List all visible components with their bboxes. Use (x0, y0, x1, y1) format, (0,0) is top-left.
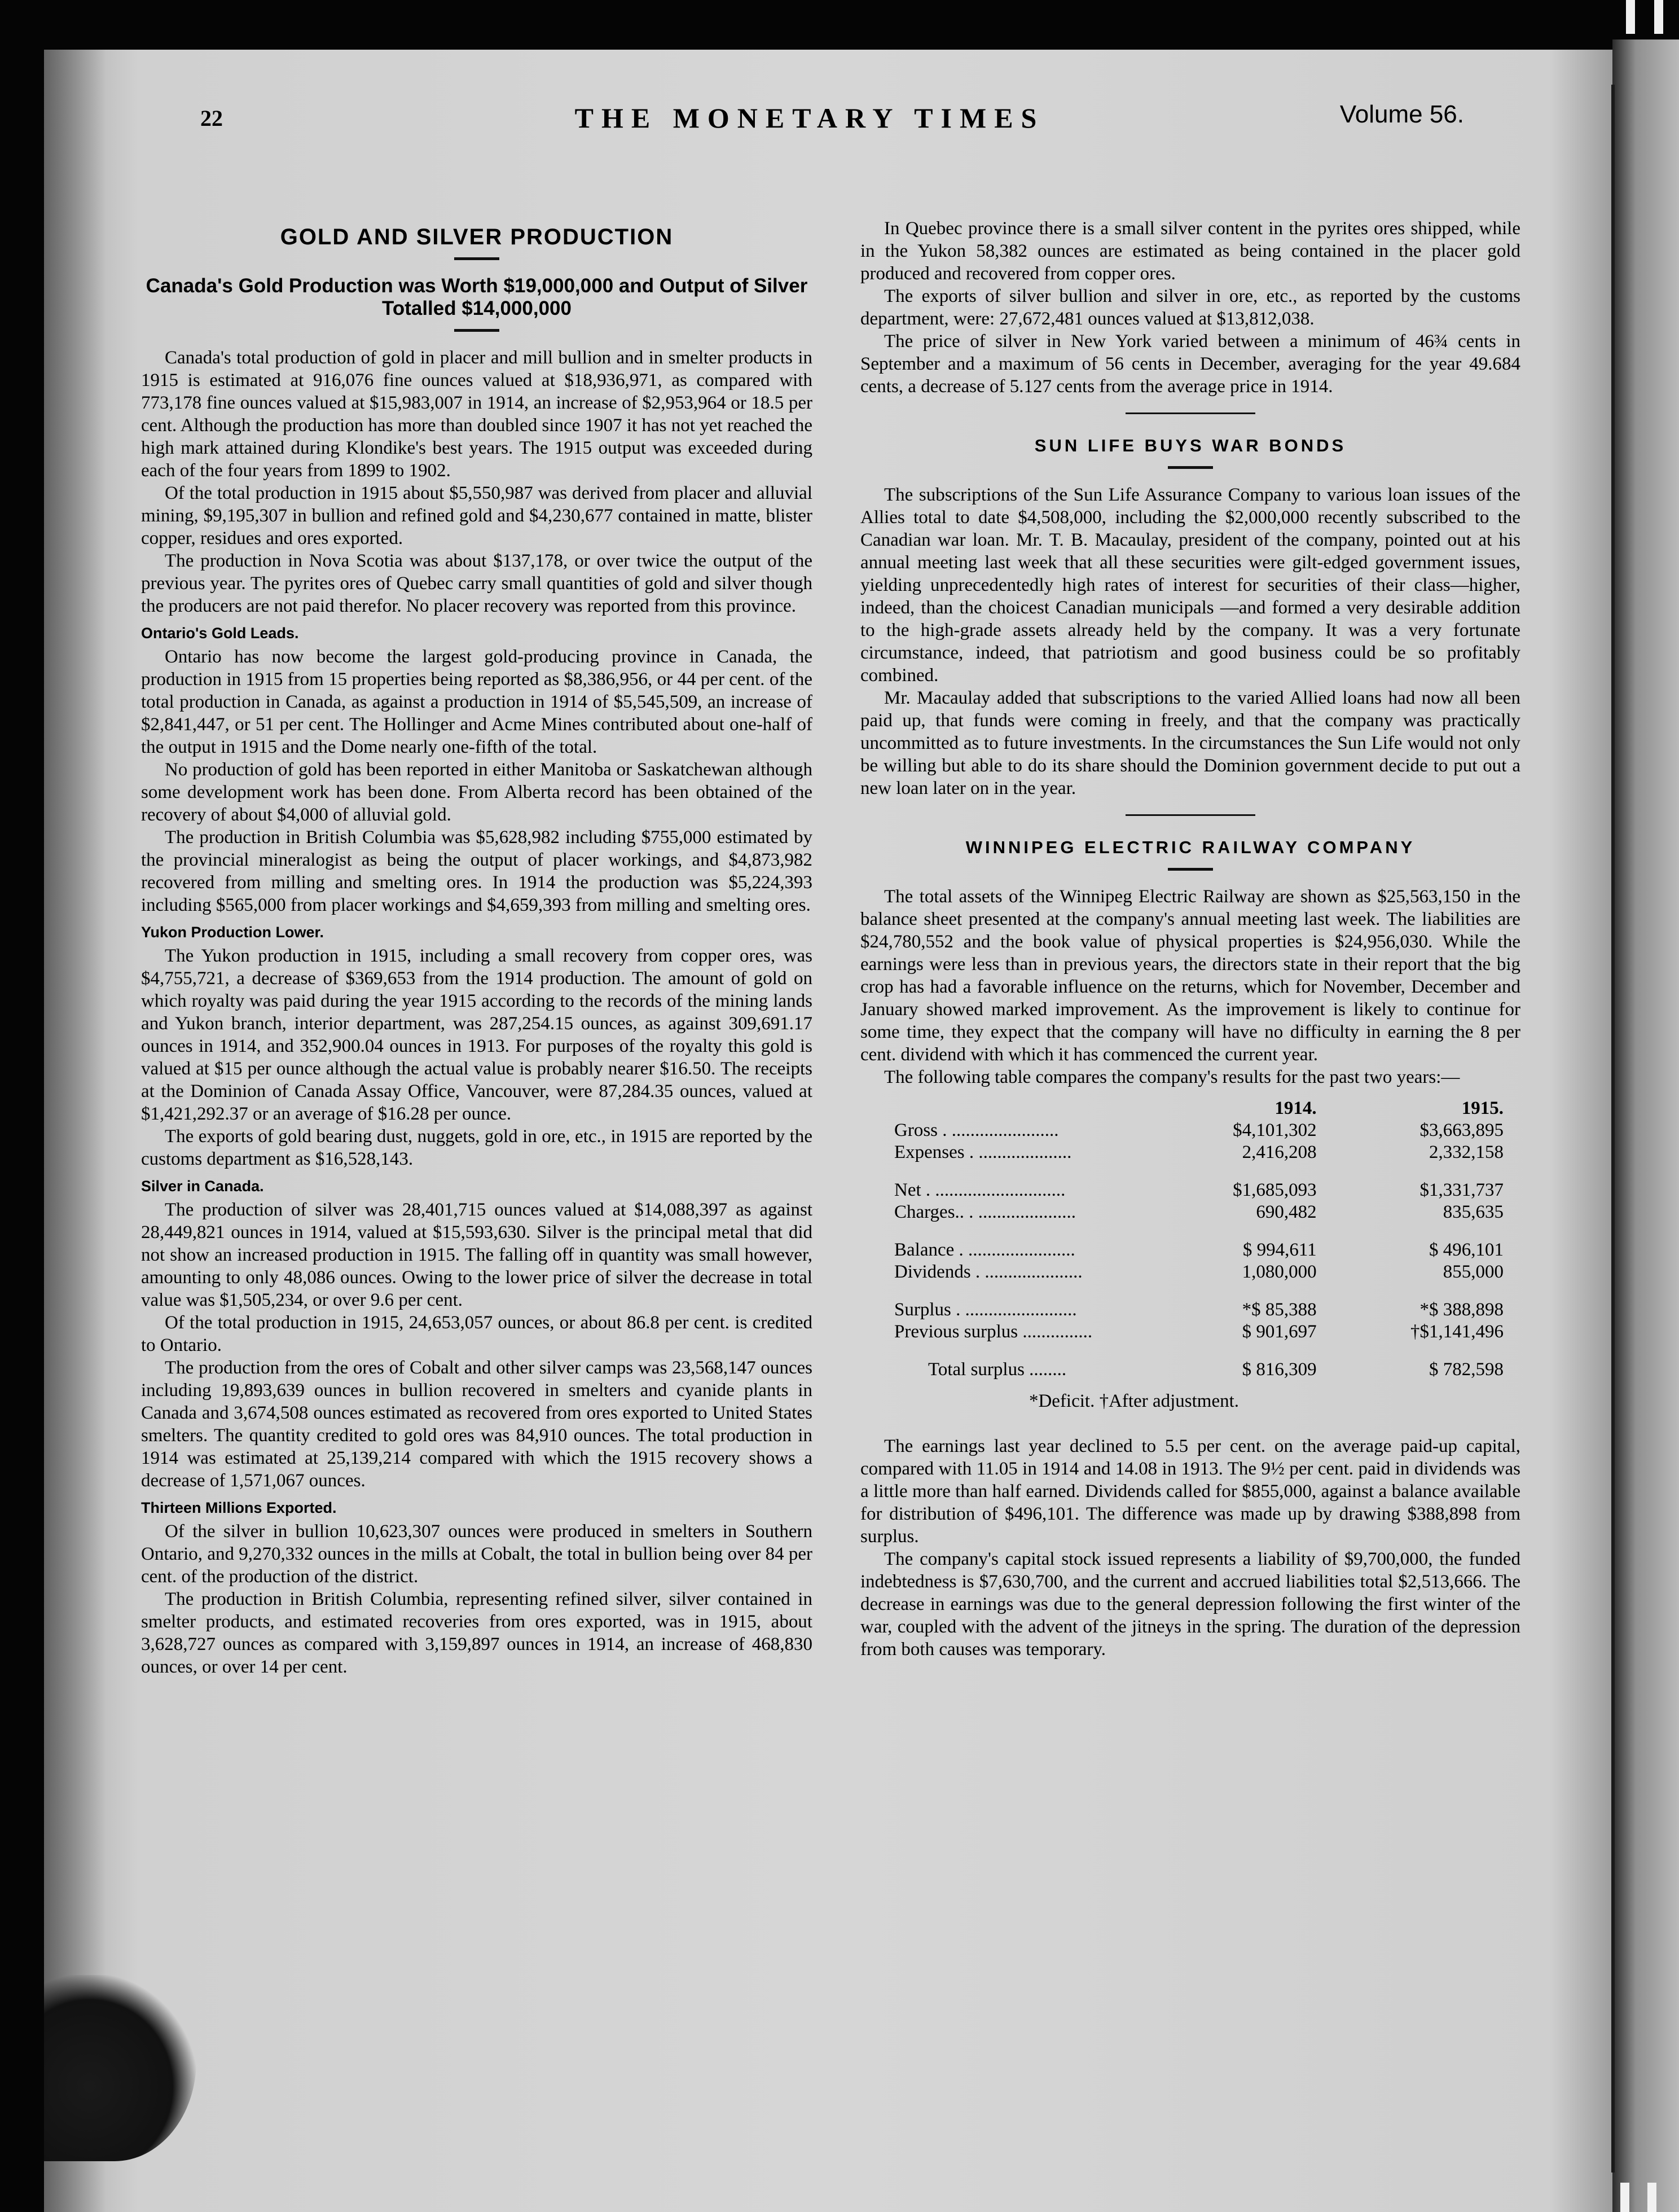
row-label: Total surplus ........ (928, 1359, 1067, 1380)
page-number: 22 (200, 106, 223, 131)
value-1914: $ 901,697 (1242, 1322, 1317, 1342)
column-header-1914: 1914. (1274, 1098, 1317, 1118)
article-paragraph: Ontario has now become the largest gold-producing province in Canada, the production in 1915 from 15 properties being reported as $8,386,956, or 44 per cent. of the total production in Canada, as against a production in 1914 of $5,545,509, an increase of $2,841,447, or 51 per cent. The Hollinger and Acme Mines contributed about one-half of the output in 1915 and the Dome nearly one-fifth of the total. (141, 647, 812, 757)
article-paragraph: The following table compares the company's results for the past two years:— (884, 1067, 1460, 1087)
table-header-row (894, 1098, 1504, 1120)
value-1915: *$ 388,898 (1419, 1300, 1504, 1320)
value-1915: $ 782,598 (1429, 1359, 1504, 1380)
article-paragraph: Of the total production in 1915, 24,653,057 ounces, or about 86.8 per cent. is credited to Ontario. (141, 1313, 812, 1355)
article-separator (1126, 814, 1255, 816)
row-label: Surplus . ........................ (894, 1300, 1077, 1320)
article-paragraph: The production in British Columbia was $5,628,982 including $755,000 estimated by the provincial mineralogist as being the output of placer workings, and $4,873,982 recovered from milling and smelting ores. In 1914 the production was $5,224,393 including $565,000 from placer workings and $4,659,393 from milling and smelting ores. (141, 827, 812, 915)
right-column (860, 217, 1520, 1661)
article-paragraph: Mr. Macaulay added that subscriptions to the varied Allied loans had now all been paid up, that funds were coming in freely, and that the company was practically uncommitted as to future investments. In the circumstances the Sun Life would not only be willing but able to do its share should the Dominion government decide to put out a new loan later on in the year. (860, 688, 1520, 798)
film-mark (1654, 0, 1663, 34)
value-1914: 690,482 (1256, 1202, 1317, 1222)
left-column (141, 226, 812, 1678)
row-label: Gross . ....................... (894, 1120, 1059, 1140)
divider (1168, 868, 1213, 871)
table-row (894, 1321, 1504, 1343)
table-row (894, 1142, 1504, 1164)
article-paragraph: No production of gold has been reported in either Manitoba or Saskatchewan although some development work has been done. From Alberta record has been obtained of the recovery of about $4,000 of alluvial gold. (141, 760, 812, 825)
article-paragraph: Of the total production in 1915 about $5,550,987 was derived from placer and alluvial mining, $9,195,307 in bullion and refined gold and $4,230,677 contained in matte, blister copper, residues and ores exported. (141, 483, 812, 548)
value-1915: $3,663,895 (1419, 1120, 1504, 1140)
divider (454, 329, 499, 332)
column-header-1915: 1915. (1461, 1098, 1504, 1118)
value-1914: $1,685,093 (1233, 1180, 1317, 1200)
row-label: Dividends . ..................... (894, 1262, 1083, 1282)
row-label: Balance . ....................... (894, 1240, 1075, 1260)
row-label: Charges.. . ..................... (894, 1202, 1076, 1222)
row-label: Previous surplus ............... (894, 1322, 1093, 1342)
film-mark (1647, 2183, 1656, 2212)
value-1915: 835,635 (1443, 1202, 1504, 1222)
section-heading: Silver in Canada. (141, 1178, 264, 1195)
article-separator (1126, 412, 1255, 414)
table-row (894, 1201, 1504, 1223)
value-1914: $4,101,302 (1233, 1120, 1317, 1140)
value-1915: 855,000 (1443, 1262, 1504, 1282)
table-row (894, 1359, 1504, 1381)
article-paragraph: The exports of silver bullion and silver in ore, etc., as reported by the customs department, were: 27,672,481 ounces valued at $13,812,038. (860, 286, 1520, 329)
film-mark (1626, 0, 1635, 34)
row-label: Net . ............................ (894, 1180, 1066, 1200)
article-paragraph: In Quebec province there is a small silver content in the pyrites ores shipped, while in the Yukon 58,382 ounces are estimated as being contained in the placer gold produced and recovered from copper ores. (860, 218, 1520, 284)
masthead: THE MONETARY TIMES (574, 102, 1045, 134)
film-mark (1620, 2183, 1629, 2212)
article-paragraph: The production from the ores of Cobalt and other silver camps was 23,568,147 ounces including 19,893,639 ounces in bullion recovered in smelters and cyanide plants in Canada and 3,674,508 ounces estimated as recovered from ores exported to United States smelters. The quantity credited to gold ores was 84,910 ounces. The total production in 1914 was estimated at 25,139,214 compared with which the 1915 recovery shows a decrease of 1,571,067 ounces. (141, 1358, 812, 1491)
row-label: Expenses . .................... (894, 1142, 1072, 1162)
table-row (894, 1239, 1504, 1261)
table-spacer (894, 1223, 1504, 1239)
article-paragraph: Canada's total production of gold in placer and mill bullion and in smelter products in 1915 is estimated at 916,076 fine ounces valued at $18,936,971, as compared with 773,178 fine ounces valued at $15,983,007 in 1914, an increase of $2,953,964 or 18.5 per cent. Although the production has more than doubled since 1907 it has not yet reached the high mark attained during Klondike's best years. The 1915 output was exceeded during each of the four years from 1899 to 1902. (141, 348, 812, 481)
value-1915: $1,331,737 (1419, 1180, 1504, 1200)
article-paragraph: The price of silver in New York varied between a minimum of 46¾ cents in September and a maximum of 56 cents in December, averaging for the year 49.684 cents, a decrease of 5.127 cents from the average price in 1914. (860, 331, 1520, 397)
divider (1168, 466, 1213, 469)
value-1914: *$ 85,388 (1242, 1300, 1317, 1320)
section-heading: Ontario's Gold Leads. (141, 625, 299, 642)
value-1914: $ 816,309 (1242, 1359, 1317, 1380)
section-heading: Thirteen Millions Exported. (141, 1499, 337, 1516)
article-paragraph: The production in Nova Scotia was about $137,178, or over twice the output of the previous year. The pyrites ores of Quebec carry small quantities of gold and silver though the producers are not paid therefor. No placer recovery was reported from this province. (141, 551, 812, 616)
table-row (894, 1261, 1504, 1283)
section-heading: Yukon Production Lower. (141, 924, 324, 941)
table-row (894, 1179, 1504, 1201)
value-1915: †$1,141,496 (1410, 1322, 1504, 1342)
gold-article-subtitle: Canada's Gold Production was Worth $19,000,000 and Output of Silver Totalled $14,000,000 (146, 275, 808, 319)
article-paragraph: The Yukon production in 1915, including a small recovery from copper ores, was $4,755,721, a decrease of $369,653 from the 1914 production. The amount of gold on which royalty was paid during the year 1915 according to the records of the mining lands and Yukon branch, interior department, was 287,254.15 ounces, as against 309,691.17 ounces in 1914, and 352,900.04 ounces in 1913. For purposes of the royalty this gold is valued at $15 per ounce although the actual value is probably nearer $16.50. The receipts at the Dominion of Canada Assay Office, Vancouver, were 87,284.35 ounces, valued at $1,421,292.37 or an average of $16.28 per ounce. (141, 946, 812, 1124)
winnipeg-article-title: WINNIPEG ELECTRIC RAILWAY COMPANY (965, 837, 1416, 857)
sunlife-article-title: SUN LIFE BUYS WAR BONDS (1034, 436, 1347, 455)
value-1914: $ 994,611 (1242, 1240, 1317, 1260)
adjacent-page-edge (1612, 40, 1679, 2212)
article-paragraph: The exports of gold bearing dust, nuggets, gold in ore, etc., in 1915 are reported by the customs department as $16,528,143. (141, 1126, 812, 1169)
value-1914: 1,080,000 (1242, 1262, 1317, 1282)
table-row (894, 1299, 1504, 1321)
divider (454, 257, 499, 260)
volume-label: Volume 56. (1339, 100, 1464, 128)
article-paragraph: Of the silver in bullion 10,623,307 ounces were produced in smelters in Southern Ontario, and 9,270,332 ounces in the mills at Cobalt, the total in bullion being over 84 per cent. of the production of the district. (141, 1521, 812, 1587)
table-footnote: *Deficit. †After adjustment. (1029, 1391, 1240, 1411)
value-1915: 2,332,158 (1429, 1142, 1504, 1162)
results-table (894, 1098, 1504, 1381)
article-paragraph: The earnings last year declined to 5.5 per cent. on the average paid-up capital, compared with 11.05 in 1914 and 14.08 in 1913. The 9½ per cent. paid in dividends was a little more than half earned. Dividends called for $855,000, against a balance available for distribution of $496,101. The difference was made up by drawing $388,898 from surplus. (860, 1436, 1520, 1547)
page-border (1611, 85, 1615, 2172)
value-1915: $ 496,101 (1429, 1240, 1504, 1260)
table-spacer (894, 1283, 1504, 1299)
gold-article-title: GOLD AND SILVER PRODUCTION (280, 225, 674, 249)
article-paragraph: The subscriptions of the Sun Life Assurance Company to various loan issues of the Allies total to date $4,508,000, including the $2,000,000 recently subscribed to the Canadian war loan. Mr. T. B. Macaulay, president of the company, pointed out at his annual meeting last week that all these securities were gilt-edged government issues, yielding unprecedentedly high rates of interest for securities of their class—higher, indeed, than the choicest Canadian municipals —and formed a very desirable addition to the high-grade assets already held by the company. It was a very fortunate circumstance, indeed, that patriotism and good business could be so profitably combined. (860, 485, 1520, 686)
page-header (155, 97, 1464, 148)
page-gutter-shadow (44, 50, 106, 2212)
table-spacer (894, 1343, 1504, 1359)
table-row (894, 1120, 1504, 1142)
article-paragraph: The company's capital stock issued represents a liability of $9,700,000, the funded indebtedness is $7,630,700, and the current and accrued liabilities total $2,513,666. The decrease in earnings was due to the general depression following the first winter of the war, coupled with the advent of the jitneys in the spring. The duration of the depression from both causes was temporary. (860, 1549, 1520, 1660)
table-spacer (894, 1164, 1504, 1179)
article-paragraph: The production in British Columbia, representing refined silver, silver contained in smelter products, and estimated recoveries from ores exported, was in 1915, about 3,628,727 ounces as compared with 3,159,897 ounces in 1914, an increase of 468,830 ounces, or over 14 per cent. (141, 1589, 812, 1677)
article-paragraph: The total assets of the Winnipeg Electric Railway are shown as $25,563,150 in the balance sheet presented at the company's annual meeting last week. The liabilities are $24,780,552 and the book value of physical properties is $24,956,030. While the earnings were less than in previous years, the directors state in their report that the big crop has had a favorable influence on the returns, which for November, December and January showed marked improvement. As the improvement is likely to continue for some time, they expect that the company will have no difficulty in earning the 8 per cent. dividend with which it has commenced the current year. (860, 886, 1520, 1065)
article-paragraph: The production of silver was 28,401,715 ounces valued at $14,088,397 as against 28,449,821 ounces in 1914, valued at $15,593,630. Silver is the principal metal that did not show an increased production in 1915. The falling off in quantity was small however, amounting to only 48,086 ounces. Owing to the lower price of silver the decrease in total value was $1,505,234, or over 9.6 per cent. (141, 1200, 812, 1310)
value-1914: 2,416,208 (1242, 1142, 1317, 1162)
